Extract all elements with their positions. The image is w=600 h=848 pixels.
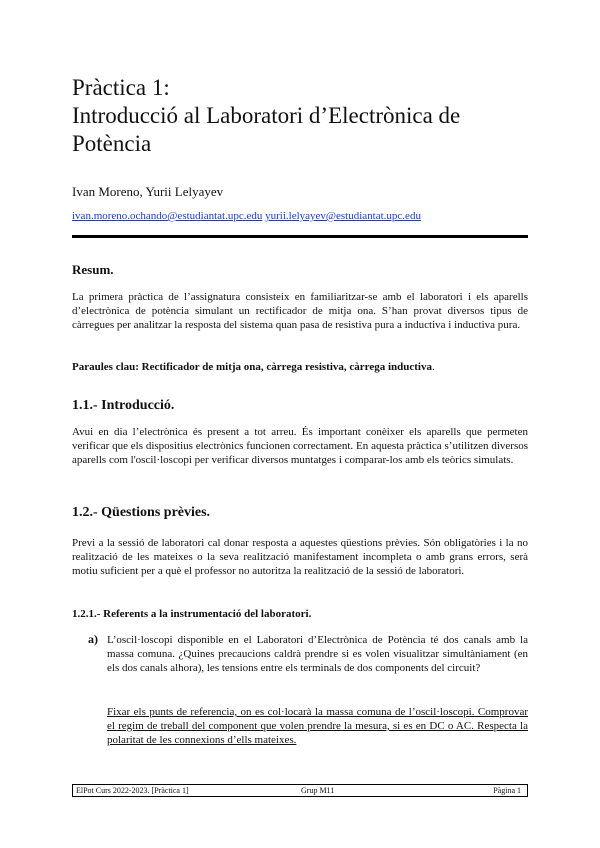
question-text: L’oscil·loscopi disponible en el Laboratori d’Electrònica de Potència té dos canals amb la massa comuna. ¿Quines precaucions caldrà prendre si es volen visualitzar simultàniament (en els dos canals alhora), les tensions entre els terminals de dos components del circuit? [107,634,528,674]
title-line-2: Introducció al Laboratori d’Electrònica de [72,103,461,128]
email-link-ivan[interactable]: ivan.moreno.ochando@estudiantat.upc.edu [72,210,263,222]
title-line-3: Potència [72,131,152,156]
footer-course: ElPot Curs 2022-2023. [Pràctica 1] [76,786,189,795]
section-previous-text: Previ a la sessió de laboratori cal donar resposta a aquestes qüestions prèvies. Són obligatòries i la no realització de les mateixes o la seva realització manifestament incompleta o amb grans errors, serà motiu suficient per a què el professor no autoritza la realització de la sessió de laboratori. [72,537,528,577]
page-footer [72,784,528,797]
keywords [72,360,528,374]
page-title [72,74,542,158]
section-previous-heading: 1.2.- Qüestions prèvies. [72,505,211,520]
keywords-label: Paraules clau: Rectificador de mitja ona, càrrega resistiva, càrrega inductiva [72,361,432,373]
section-intro-heading: 1.1.- Introducció. [72,398,175,413]
keywords-end: . [431,361,435,373]
title-line-1: Pràctica 1: [72,75,170,100]
footer-page-number: Pàgina 1 [493,786,521,795]
authors: Ivan Moreno, Yurii Lelyayev [72,184,224,199]
abstract-heading: Resum. [72,262,114,277]
subsection-referents-heading: 1.2.1.- Referents a la instrumentació del laboratori. [72,608,312,620]
footer-group: Grup M11 [301,786,335,795]
question-label: a) [88,632,98,646]
header-divider [72,235,528,238]
email-link-yurii[interactable]: yurii.lelyayev@estudiantat.upc.edu [265,210,421,222]
section-intro-text: Avui en dia l’electrònica és present a tot arreu. És important conèixer els aparells que permeten verificar que els dispositius electrònics funcionen correctament. En aquesta pràctica s’utilitzen diversos aparells com l'oscil·loscopi per verificar diversos muntatges i comparar-los amb els teòrics simulats. [72,426,528,466]
abstract-text: La primera pràctica de l’assignatura consisteix en familiaritzar-se amb el laboratori i els aparells d’electrònica de potència simulant un rectificador de mitja ona. S’han provat diversos tipus de càrregues per analitzar la resposta del sistema quan pasa de resistiva pura a inductiva i inductiva pura. [72,291,528,331]
answer-text: Fixar els punts de referencia, on es col·locarà la massa comuna de l’oscil·loscopi. Comprovar el regim de treball del component que volen prendre la mesura, si es en DC o AC. Respecta la polaritat de les connexions d’ells mateixes. [107,706,528,746]
email-links [72,210,421,222]
